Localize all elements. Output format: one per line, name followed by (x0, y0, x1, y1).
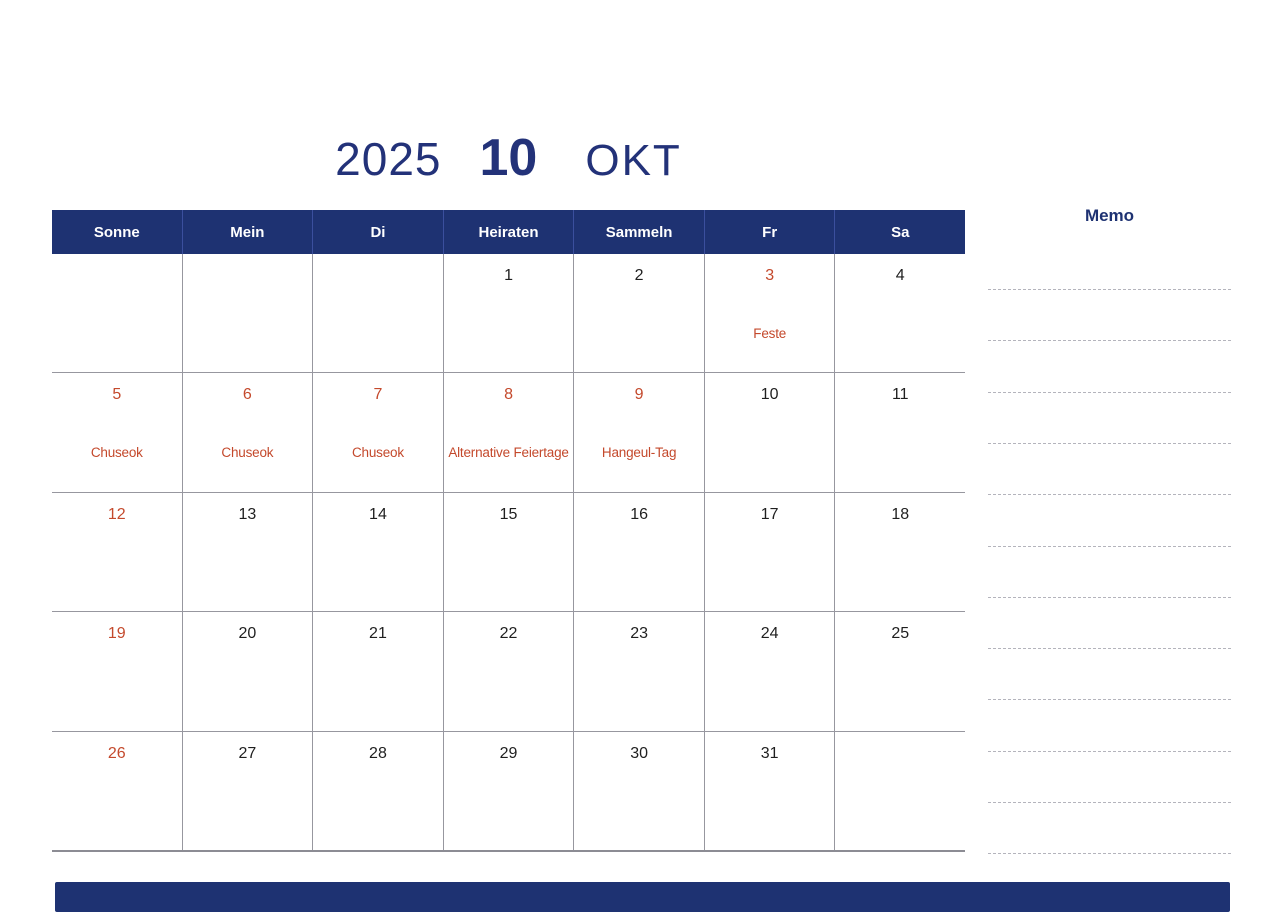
memo-line (988, 289, 1231, 290)
day-number: 16 (630, 505, 648, 523)
day-number: 31 (760, 744, 779, 762)
day-number: 2 (634, 267, 644, 284)
memo-line (988, 597, 1231, 598)
day-cell (182, 612, 313, 730)
day-cell (312, 732, 443, 850)
day-cell (443, 493, 574, 611)
day-number: 8 (504, 386, 513, 404)
memo-section (988, 206, 1231, 866)
day-number: 7 (373, 386, 383, 404)
day-number: 11 (891, 386, 909, 404)
day-number: 10 (760, 386, 779, 404)
weekday-header-row (52, 210, 965, 254)
holiday-label: Feste (753, 326, 787, 341)
day-cell (704, 732, 835, 850)
day-number: 24 (760, 625, 779, 643)
weekday-header: Fr (704, 210, 835, 254)
day-cell (182, 254, 313, 372)
weekday-header: Di (312, 210, 443, 254)
day-number: 1 (504, 267, 513, 284)
day-cell (704, 612, 835, 730)
day-number: 19 (107, 625, 126, 643)
day-cell (52, 373, 182, 491)
day-number: 4 (895, 267, 905, 284)
day-number: 21 (369, 625, 387, 643)
memo-line (988, 853, 1231, 854)
day-number: 23 (630, 625, 648, 643)
day-cell (443, 732, 574, 850)
day-cell (704, 493, 835, 611)
weekday-header: Heiraten (443, 210, 574, 254)
day-cell (182, 493, 313, 611)
holiday-label: Chuseok (352, 445, 404, 461)
day-cell (52, 732, 182, 850)
day-number: 3 (765, 267, 775, 284)
day-cell (573, 493, 704, 611)
day-number: 9 (634, 386, 644, 404)
day-number: 27 (238, 744, 257, 762)
day-number: 22 (499, 625, 518, 643)
day-number: 6 (242, 386, 252, 404)
day-cell (834, 612, 965, 730)
day-cell (834, 493, 965, 611)
day-cell (443, 612, 574, 730)
memo-line (988, 340, 1231, 341)
memo-line (988, 648, 1231, 649)
day-number: 12 (107, 505, 126, 523)
holiday-label: Chuseok (221, 445, 274, 461)
weekday-header: Mein (182, 210, 313, 254)
week-row (52, 254, 965, 373)
weekday-header: Sammeln (573, 210, 704, 254)
week-row (52, 732, 965, 852)
day-number: 13 (238, 505, 257, 523)
day-number: 18 (891, 505, 910, 523)
day-cell (573, 373, 704, 491)
memo-title: Memo (1084, 206, 1135, 225)
day-cell (443, 373, 574, 491)
day-cell (52, 612, 182, 730)
title-year: 2025 (335, 133, 442, 185)
day-cell (312, 612, 443, 730)
day-cell (834, 373, 965, 491)
memo-line (988, 699, 1231, 700)
page-title (52, 128, 965, 200)
week-row (52, 373, 965, 492)
calendar-body (52, 254, 965, 852)
memo-line (988, 392, 1231, 393)
day-cell (182, 732, 313, 850)
title-month-number: 10 (479, 129, 538, 187)
day-cell (52, 493, 182, 611)
footer-bar (55, 882, 1230, 912)
weekday-header: Sonne (93, 223, 140, 241)
title-month-name: OKT (585, 136, 682, 185)
day-cell (573, 732, 704, 850)
memo-line (988, 546, 1231, 547)
day-number: 28 (369, 744, 387, 762)
weekday-header: Sa (834, 210, 965, 254)
day-cell (834, 732, 965, 850)
day-cell (443, 254, 574, 372)
memo-line (988, 802, 1231, 803)
calendar-table (52, 210, 965, 852)
day-number: 26 (107, 744, 126, 762)
day-cell (834, 254, 965, 372)
day-cell (704, 254, 835, 372)
memo-line (988, 443, 1231, 444)
day-cell (573, 254, 704, 372)
memo-line (988, 494, 1231, 495)
day-number: 5 (112, 386, 122, 404)
day-cell (312, 254, 443, 372)
day-number: 15 (499, 505, 518, 523)
day-cell (704, 373, 835, 491)
day-number: 17 (760, 505, 779, 523)
memo-line (988, 751, 1231, 752)
week-row (52, 612, 965, 731)
day-cell (312, 373, 443, 491)
day-number: 14 (369, 505, 387, 523)
holiday-label: Alternative Feiertage (448, 445, 569, 461)
day-number: 30 (630, 744, 648, 762)
day-cell (182, 373, 313, 491)
week-row (52, 493, 965, 612)
day-number: 20 (238, 625, 257, 643)
day-cell (312, 493, 443, 611)
holiday-label: Hangeul-Tag (601, 445, 677, 461)
day-number: 29 (499, 744, 518, 762)
day-number: 25 (891, 625, 910, 643)
holiday-label: Chuseok (90, 445, 143, 461)
day-cell (573, 612, 704, 730)
day-cell (52, 254, 182, 372)
